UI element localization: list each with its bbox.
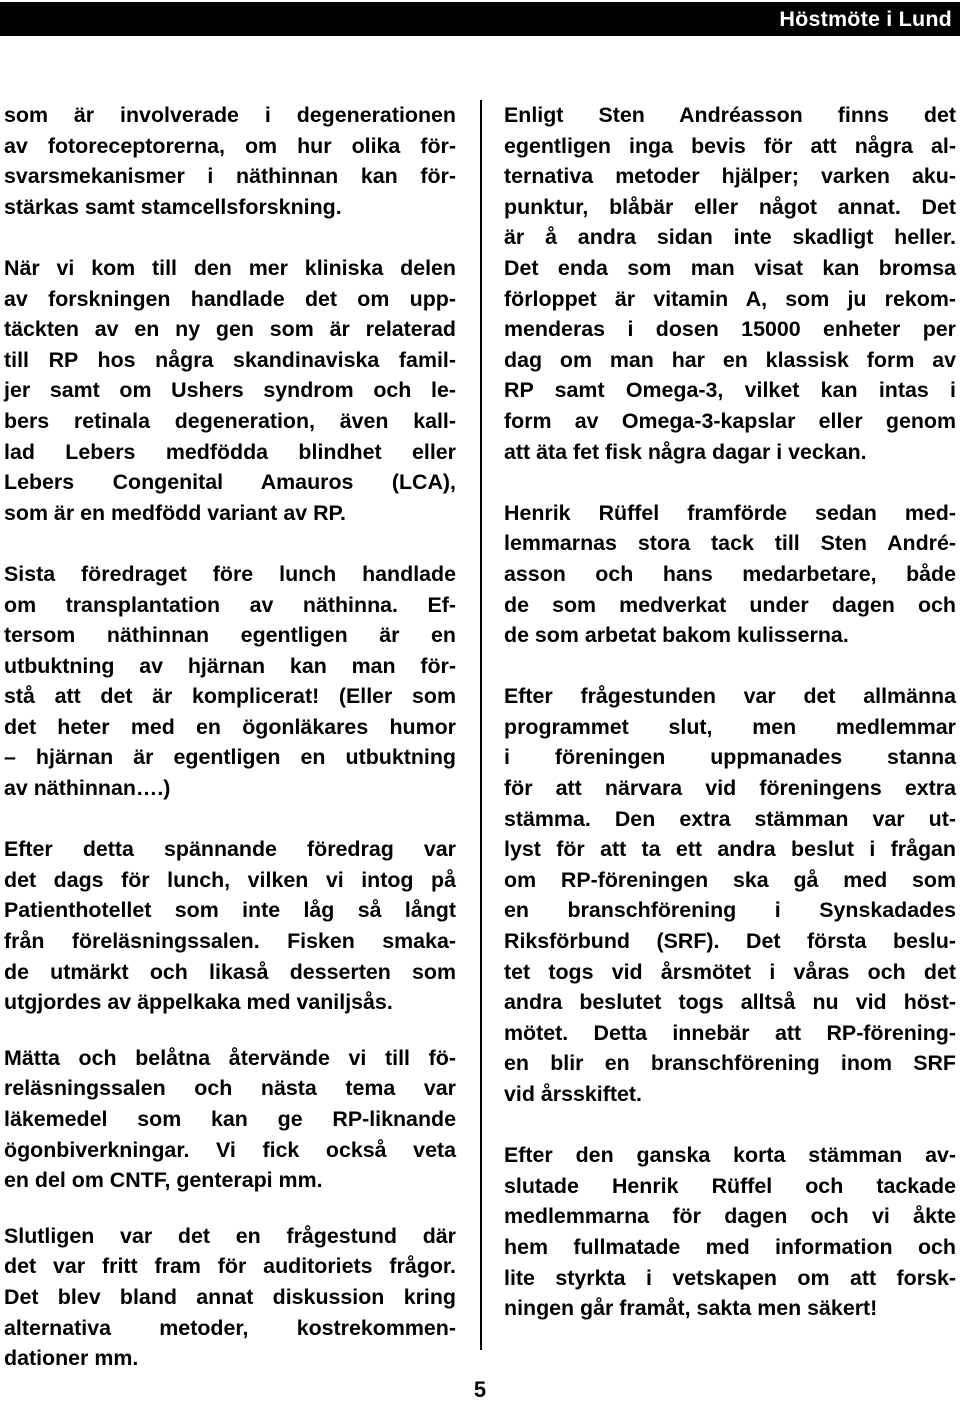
- column-divider: [480, 100, 482, 1350]
- text-line: Riksförbund (SRF). Det första beslu-: [504, 929, 956, 954]
- text-line: ternativa metoder hjälper; varken aku-: [504, 164, 956, 189]
- text-line: stärkas samt stamcellsforskning.: [4, 194, 342, 219]
- paragraph: [4, 100, 456, 222]
- text-line: att äta fet fisk några dagar i veckan.: [504, 439, 867, 464]
- paragraph: [4, 1043, 456, 1196]
- text-line: mötet. Detta innebär att RP-förening-: [504, 1020, 956, 1045]
- text-line: asson och hans medarbetare, både: [504, 561, 956, 586]
- text-line: Det enda som man visat kan bromsa: [504, 255, 956, 280]
- text-line: ningen går framåt, sakta men säkert!: [504, 1296, 878, 1321]
- text-line: svarsmekanismer i näthinnan kan för-: [4, 164, 456, 189]
- text-line: förloppet är vitamin A, som ju rekom-: [504, 286, 956, 311]
- text-line: tet togs vid årsmötet i våras och det: [504, 959, 956, 984]
- text-line: av fotoreceptorerna, om hur olika för-: [4, 133, 456, 158]
- text-line: tersom näthinnan egentligen är en: [4, 623, 456, 648]
- paragraph: [4, 559, 456, 804]
- text-line: Efter den ganska korta stämman av-: [504, 1143, 956, 1168]
- text-line: menderas i dosen 15000 enheter per: [504, 317, 956, 342]
- text-line: När vi kom till den mer kliniska delen: [4, 255, 456, 280]
- paragraph-gap: [4, 804, 456, 835]
- text-line: form av Omega-3-kapslar eller genom: [504, 408, 956, 433]
- paragraph-gap: [4, 222, 456, 253]
- text-line: programmet slut, men medlemmar: [504, 714, 956, 739]
- text-line: medlemmarna för dagen och vi åkte: [504, 1204, 956, 1229]
- text-line: ögonbiverkningar. Vi fick också veta: [4, 1137, 456, 1162]
- text-line: som är en medfödd variant av RP.: [4, 500, 346, 525]
- text-line: Det blev bland annat diskussion kring: [4, 1284, 456, 1309]
- text-line: dag om man har en klassisk form av: [504, 347, 956, 372]
- text-line: stämma. Den extra stämman var ut-: [504, 806, 956, 831]
- text-line: Efter frågestunden var det allmänna: [504, 684, 956, 709]
- paragraph-gap: [4, 1018, 456, 1043]
- text-line: Sista föredraget före lunch handlade: [4, 561, 456, 586]
- text-line: av forskningen handlade det om upp-: [4, 286, 456, 311]
- paragraph: [504, 498, 956, 651]
- paragraph: [504, 681, 956, 1109]
- text-line: andra beslutet togs alltså nu vid höst-: [504, 990, 956, 1015]
- paragraph-gap: [4, 1196, 456, 1221]
- left-column: [4, 100, 456, 1374]
- text-line: utgjordes av äppelkaka med vaniljsås.: [4, 990, 393, 1015]
- paragraph: [4, 1221, 456, 1374]
- paragraph-gap: [4, 528, 456, 559]
- right-column: [504, 100, 956, 1324]
- paragraph: [504, 1140, 956, 1324]
- text-line: i föreningen uppmanades stanna: [504, 745, 956, 770]
- text-line: det dags för lunch, vilken vi intog på: [4, 867, 456, 892]
- text-line: lyst för att ta ett andra beslut i frågan: [504, 837, 956, 862]
- text-line: bers retinala degeneration, även kall-: [4, 408, 456, 433]
- text-line: en branschförening i Synskadades: [504, 898, 956, 923]
- text-line: Lebers Congenital Amauros (LCA),: [4, 470, 456, 495]
- text-line: Henrik Rüffel framförde sedan med-: [504, 500, 956, 525]
- text-line: lad Lebers medfödda blindhet eller: [4, 439, 456, 464]
- text-line: Patienthotellet som inte låg så långt: [4, 898, 456, 923]
- text-line: dationer mm.: [4, 1346, 139, 1371]
- text-line: det var fritt fram för auditoriets frågor.: [4, 1254, 456, 1279]
- text-line: om transplantation av näthinna. Ef-: [4, 592, 456, 617]
- text-line: RP samt Omega-3, vilket kan intas i: [504, 378, 956, 403]
- text-line: egentligen inga bevis för att några al-: [504, 133, 956, 158]
- paragraph: [504, 100, 956, 467]
- text-line: utbuktning av hjärnan kan man för-: [4, 653, 456, 678]
- text-line: de som medverkat under dagen och: [504, 592, 956, 617]
- text-line: Efter detta spännande föredrag var: [4, 837, 456, 862]
- text-line: reläsningssalen och nästa tema var: [4, 1076, 456, 1101]
- text-line: punktur, blåbär eller något annat. Det: [504, 194, 956, 219]
- text-line: är å andra sidan inte skadligt heller.: [504, 225, 956, 250]
- text-line: en blir en branschförening inom SRF: [504, 1051, 956, 1076]
- text-line: – hjärnan är egentligen en utbuktning: [4, 745, 456, 770]
- text-line: av näthinnan….): [4, 776, 171, 801]
- text-line: jer samt om Ushers syndrom och le-: [4, 378, 456, 403]
- text-line: läkemedel som kan ge RP-liknande: [4, 1107, 456, 1131]
- paragraph-gap: [504, 467, 956, 498]
- text-line: Slutligen var det en frågestund där: [4, 1223, 456, 1248]
- text-line: Enligt Sten Andréasson finns det: [504, 103, 956, 127]
- header-title: Höstmöte i Lund: [779, 6, 952, 31]
- text-line: täckten av en ny gen som är relaterad: [4, 317, 456, 342]
- paragraph-gap: [504, 1110, 956, 1141]
- page-number: 5: [473, 1377, 487, 1402]
- text-line: lite styrkta i vetskapen om att forsk-: [504, 1265, 956, 1290]
- text-line: det heter med en ögonläkares humor: [4, 714, 456, 739]
- text-line: från föreläsningssalen. Fisken smaka-: [4, 929, 456, 954]
- text-line: de som arbetat bakom kulisserna.: [504, 623, 849, 648]
- text-line: till RP hos några skandinaviska famil-: [4, 347, 456, 372]
- text-line: en del om CNTF, genterapi mm.: [4, 1168, 323, 1193]
- text-line: för att närvara vid föreningens extra: [504, 776, 956, 801]
- text-line: hem fullmatade med information och: [504, 1234, 956, 1259]
- text-line: stå att det är komplicerat! (Eller som: [4, 684, 456, 709]
- paragraph-gap: [504, 651, 956, 682]
- text-line: slutade Henrik Rüffel och tackade: [504, 1173, 956, 1198]
- header-bar: [0, 2, 960, 36]
- paragraph: [4, 253, 456, 528]
- text-line: lemmarnas stora tack till Sten André-: [504, 531, 956, 556]
- text-line: vid årsskiftet.: [504, 1082, 642, 1106]
- text-line: Mätta och belåtna återvände vi till fö-: [4, 1045, 456, 1070]
- text-line: alternativa metoder, kostrekommen-: [4, 1315, 456, 1340]
- text-line: om RP-föreningen ska gå med som: [504, 867, 956, 892]
- paragraph: [4, 834, 456, 1018]
- text-line: de utmärkt och likaså desserten som: [4, 959, 456, 984]
- text-line: som är involverade i degenerationen: [4, 103, 456, 127]
